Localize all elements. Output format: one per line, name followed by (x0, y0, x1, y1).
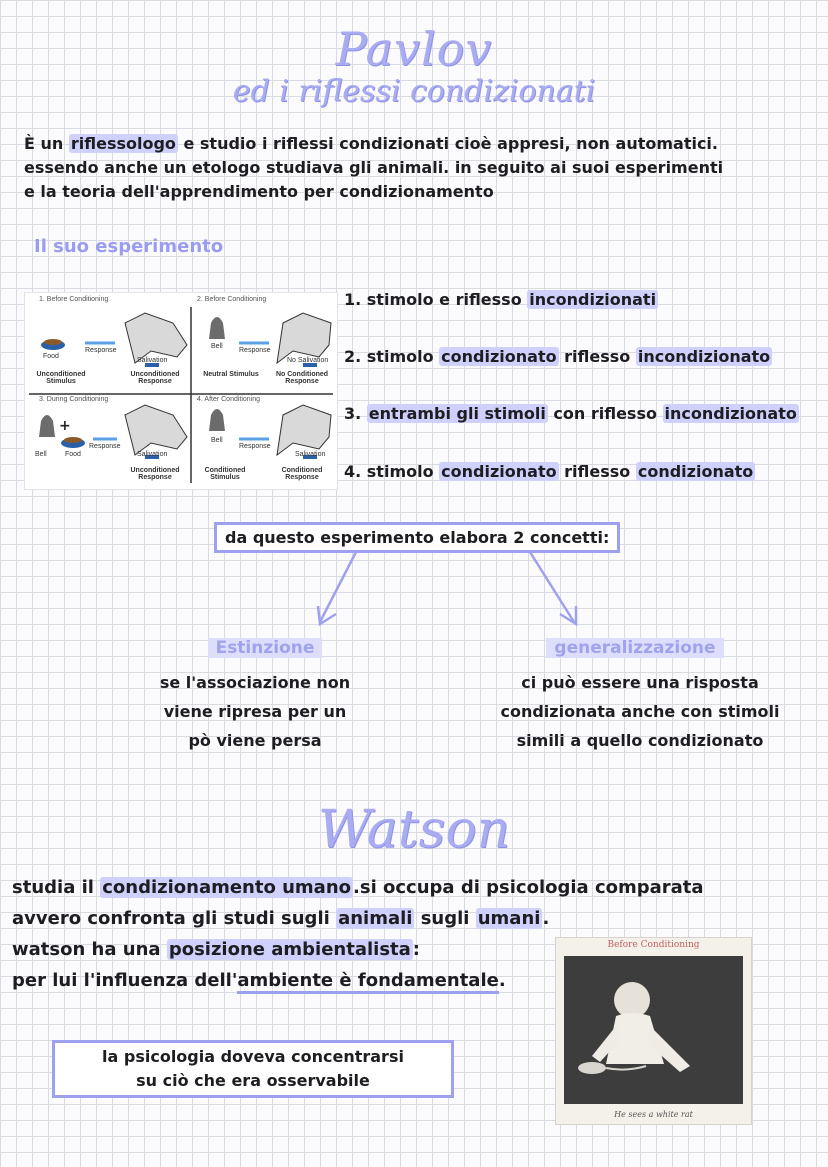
label-bell-2: Bell (35, 451, 47, 458)
label-salivation-3: Salivation (295, 451, 326, 458)
concepts-box: da questo esperimento elabora 2 concetti: (214, 522, 620, 553)
concept-generalizzazione-title: generalizzazione (546, 638, 723, 658)
experiment-heading: Il suo esperimento (34, 236, 224, 257)
label-response-3: Response (89, 443, 121, 450)
panel-label-2: 2. Before Conditioning (197, 296, 267, 303)
watson-line-3: watson ha una posizione ambientalista : (12, 939, 420, 960)
panel-label-1: 1. Before Conditioning (39, 296, 109, 303)
pavlov-title: Pavlov (335, 22, 493, 76)
step-1: 1. stimolo e riflesso incondizionati (344, 290, 657, 309)
baby-with-rat-icon (564, 956, 743, 1104)
concept-right-text: ci può essere una risposta condizionata anche con stimoli simili a quello condizionato (500, 673, 780, 750)
label-no-salivation: No Salivation (287, 357, 329, 364)
label-bell-3: Bell (211, 437, 223, 444)
label-neutral-stimulus: Neutral Stimulus (203, 371, 259, 378)
watson-line-4: per lui l'influenza dell'ambiente è fondamentale. (12, 965, 704, 996)
concept-estinzione-title: Estinzione (208, 638, 323, 658)
label-unconditioned-stimulus: Unconditioned Stimulus (36, 371, 86, 385)
intro-line-2: essendo anche un etologo studiava gli animali. in seguito ai suoi esperimenti (24, 158, 724, 177)
intro-line-1: È un riflessologo e studio i riflessi condizionati cioè appresi, non automatici. (24, 134, 718, 153)
label-no-conditioned-response: No Conditioned Response (275, 371, 329, 385)
label-response-2: Response (239, 347, 271, 354)
step-4: 4. stimolo condizionato riflesso condizionato (344, 462, 754, 481)
label-salivation-2: Salivation (137, 451, 168, 458)
watson-line-1: studia il condizionamento umano .si occupa di psicologia comparata (12, 877, 704, 898)
concept-left-text: se l'associazione non viene ripresa per un pò viene persa (159, 673, 351, 750)
panel-label-3: 3. During Conditioning (39, 396, 109, 403)
little-albert-photo (555, 937, 752, 1125)
label-unconditioned-response-2: Unconditioned Response (130, 467, 180, 481)
label-salivation-1: Salivation (137, 357, 168, 364)
label-response-1: Response (85, 347, 117, 354)
step-2: 2. stimolo condizionato riflesso incondizionato (344, 347, 771, 366)
step-3: 3. entrambi gli stimoli con riflesso incondizionato (344, 404, 797, 423)
concept-right (520, 638, 750, 658)
label-food-1: Food (43, 353, 59, 360)
observable-box: la psicologia doveva concentrarsi su ciò che era osservabile (52, 1040, 454, 1098)
panel-label-4: 4. After Conditioning (197, 396, 261, 403)
svg-text:+: + (59, 418, 71, 434)
photo-caption-bottom: He sees a white rat (614, 1110, 693, 1119)
label-conditioned-stimulus: Conditioned Stimulus (204, 467, 246, 481)
photo-caption-top: Before Conditioning (607, 940, 700, 950)
pavlov-subtitle: ed i riflessi condizionati (232, 74, 596, 109)
watson-line-2: avvero confronta gli studi sugli animali sugli umani . (12, 908, 550, 929)
label-food-2: Food (65, 451, 81, 458)
label-unconditioned-response-1: Unconditioned Response (130, 371, 180, 385)
watson-title: Watson (317, 800, 511, 860)
concept-left (180, 638, 350, 658)
label-response-4: Response (239, 443, 271, 450)
intro-line-3: e la teoria dell'apprendimento per condizionamento (24, 182, 494, 201)
label-bell-1: Bell (211, 343, 223, 350)
highlight-riflessologo: riflessologo (70, 134, 176, 153)
label-conditioned-response: Conditioned Response (281, 467, 323, 481)
